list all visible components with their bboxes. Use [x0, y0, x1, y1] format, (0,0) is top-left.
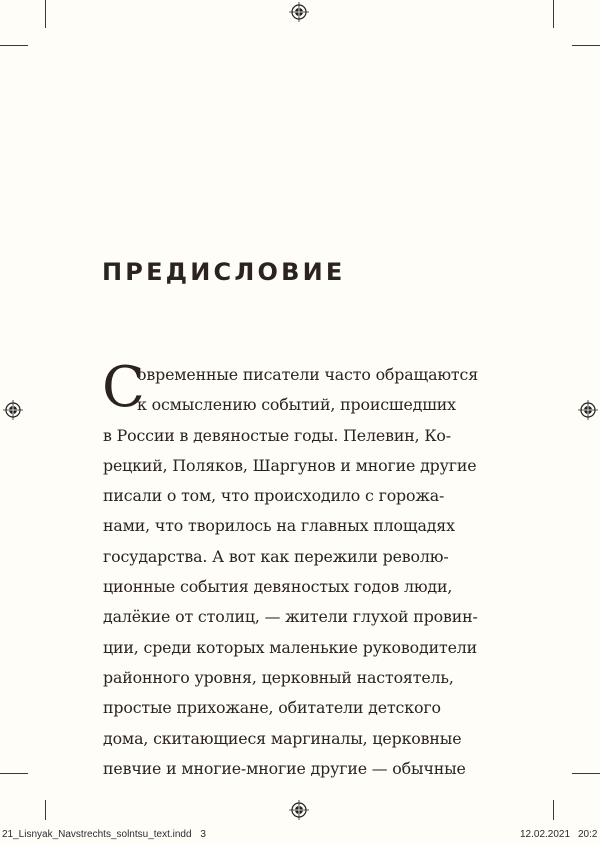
body-text [102, 355, 479, 784]
registration-mark-icon [289, 800, 309, 820]
slug-page-number: 3 [200, 829, 206, 840]
text-line: рецкий, Поляков, Шаргунов и многие другие [103, 455, 477, 475]
text-line: районного уровня, церковный настоятель, [103, 667, 454, 687]
crop-mark-bottom-left-h [0, 773, 28, 774]
text-line: ционные события девяностых годов люди, [103, 577, 453, 597]
slug-filename-text: 21_Lisnyak_Navstrechts_solntsu_text.indd [2, 829, 192, 840]
chapter-title: ПРЕДИСЛОВИЕ [102, 258, 346, 286]
registration-mark-icon [3, 400, 23, 420]
text-line: к осмыслению событий, происшедших [137, 395, 456, 415]
drop-cap: С [102, 355, 145, 420]
text-line: далёкие от столиц, — жители глухой провин- [103, 607, 478, 627]
crop-mark-top-left-h [0, 45, 28, 46]
crop-mark-bottom-left [45, 800, 46, 820]
crop-mark-top-right [553, 0, 554, 28]
registration-mark-icon [578, 400, 598, 420]
crop-mark-top-left [45, 0, 46, 28]
text-line: дома, скитающиеся маргиналы, церковные [103, 728, 462, 748]
text-line: писали о том, что происходило с горожа- [103, 486, 445, 506]
text-line: в России в девяностые годы. Пелевин, Ко- [103, 425, 451, 445]
crop-mark-top-right-h [572, 45, 600, 46]
slug-time: 20:2 [578, 829, 598, 840]
slug-date: 12.02.2021 [520, 829, 571, 840]
text-line: нами, что творилось на главных площадях [103, 516, 455, 536]
slug-filename [2, 829, 206, 840]
text-line: ции, среди которых маленькие руководители [103, 637, 478, 657]
text-line: певчие и многие-многие другие — обычные [103, 758, 466, 778]
text-line: государства. А вот как пережили револю- [103, 546, 449, 566]
crop-mark-bottom-right [553, 800, 554, 820]
crop-mark-bottom-right-h [572, 773, 600, 774]
text-line: овременные писатели часто обращаются [137, 365, 479, 384]
registration-mark-icon [289, 2, 309, 22]
text-line: простые прихожане, обитатели детского [103, 698, 441, 718]
